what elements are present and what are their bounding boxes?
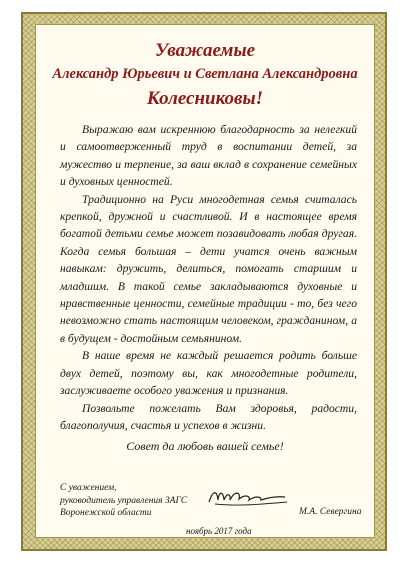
sender-block	[60, 482, 187, 520]
sender-region: Воронежской области	[60, 508, 152, 518]
paragraph-1: Выражаю вам искреннюю благодарность за нелегкий и самоотверженный труд в воспитании детей, за мужество и терпение, за ваш вклад в сохранение семейных и духовных ценностей.	[60, 123, 357, 189]
recipient-surname: Колесниковы!	[146, 88, 264, 109]
handwritten-signature	[205, 484, 290, 510]
letter-date: ноябрь 2017 года	[186, 526, 252, 536]
paragraph-2: Традиционно на Руси многодетная семья считалась крепкой, дружной и счастливой. И в настоящее время богатой детьми семье может позавидовать любая другая. Когда семья большая – дети учатся очень важным навыкам: дружить, делиться, помогать старшим и младшим. В такой семье закладываются духовные и нравственные ценности, семейные традиции - то, без чего невозможно стать настоящим человеком, гражданином, а в будущем - достойным семьянином.	[60, 192, 357, 345]
closing-wish: Совет да любовь вашей семье!	[126, 439, 284, 453]
sender-position: руководитель управления ЗАГС	[60, 495, 188, 506]
salutation: Уважаемые	[154, 40, 256, 61]
paragraph-4: Позвольте пожелать Вам здоровья, радости, благополучия, счастья и успехов в жизни.	[60, 401, 357, 432]
letter-body	[60, 121, 357, 434]
recipient-names: Александр Юрьевич и Светлана Александровна	[52, 66, 358, 82]
regards-text: С уважением,	[60, 483, 117, 493]
signer-name: М.А. Севергина	[299, 507, 362, 517]
paragraph-3: В наше время не каждый решается родить больше двух детей, поэтому вы, как многодетные родители, заслуживаете особого уважения и признания.	[60, 349, 357, 398]
